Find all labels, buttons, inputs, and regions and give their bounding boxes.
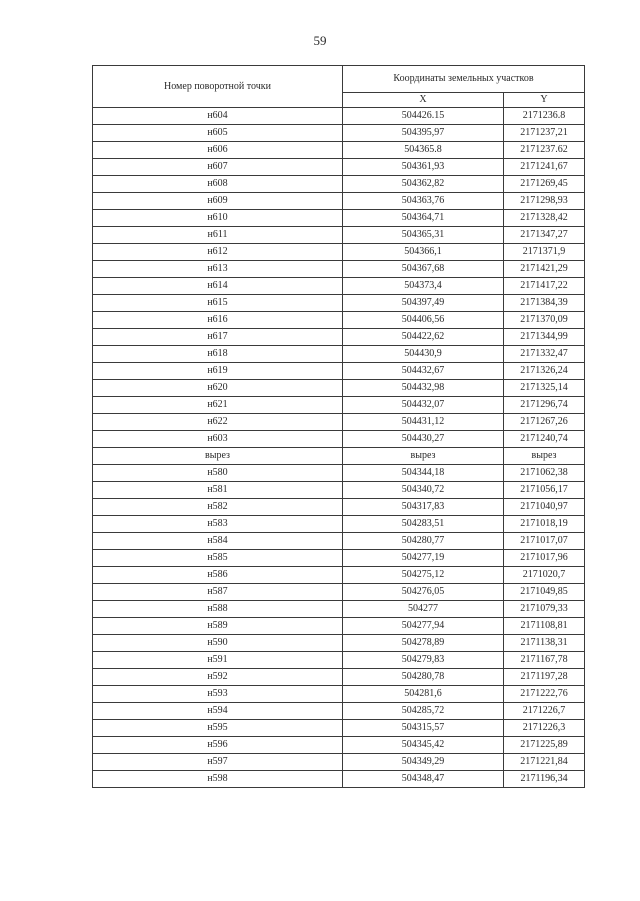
header-coordinates: Координаты земельных участков	[343, 66, 585, 93]
table-row	[93, 244, 585, 261]
x-cell: 504395,97	[343, 125, 504, 142]
y-cell: 2171225,89	[504, 737, 585, 754]
point-cell: н588	[93, 601, 343, 618]
y-cell: 2171269,45	[504, 176, 585, 193]
x-cell: 504364,71	[343, 210, 504, 227]
y-cell: 2171226,7	[504, 703, 585, 720]
x-cell: 504344,18	[343, 465, 504, 482]
point-cell: н616	[93, 312, 343, 329]
table-row	[93, 346, 585, 363]
coordinates-table	[92, 65, 585, 788]
table-row	[93, 669, 585, 686]
y-cell: 2171226,3	[504, 720, 585, 737]
table-row	[93, 584, 585, 601]
header-x: X	[343, 93, 504, 108]
y-cell: 2171371,9	[504, 244, 585, 261]
point-cell: н608	[93, 176, 343, 193]
table-row	[93, 533, 585, 550]
table-row	[93, 193, 585, 210]
x-cell: 504397,49	[343, 295, 504, 312]
y-cell: 2171197,28	[504, 669, 585, 686]
x-cell: 504422,62	[343, 329, 504, 346]
point-cell: н583	[93, 516, 343, 533]
point-cell: н606	[93, 142, 343, 159]
point-cell: н598	[93, 771, 343, 788]
x-cell: 504317,83	[343, 499, 504, 516]
y-cell: 2171049,85	[504, 584, 585, 601]
table-row	[93, 465, 585, 482]
x-cell: 504280,78	[343, 669, 504, 686]
y-cell: 2171370,09	[504, 312, 585, 329]
x-cell: 504431,12	[343, 414, 504, 431]
table-row	[93, 312, 585, 329]
point-cell: н595	[93, 720, 343, 737]
table-row	[93, 176, 585, 193]
y-cell: 2171344,99	[504, 329, 585, 346]
x-cell: 504281,6	[343, 686, 504, 703]
y-cell: 2171222,76	[504, 686, 585, 703]
point-cell: н619	[93, 363, 343, 380]
x-cell: 504285,72	[343, 703, 504, 720]
y-cell: 2171167,78	[504, 652, 585, 669]
x-cell: 504432,98	[343, 380, 504, 397]
table-row	[93, 448, 585, 465]
x-cell: 504367,68	[343, 261, 504, 278]
point-cell: н617	[93, 329, 343, 346]
y-cell: 2171421,29	[504, 261, 585, 278]
x-cell: 504283,51	[343, 516, 504, 533]
point-cell: н591	[93, 652, 343, 669]
point-cell: н589	[93, 618, 343, 635]
y-cell: 2171138,31	[504, 635, 585, 652]
point-cell: н587	[93, 584, 343, 601]
y-cell: 2171241,67	[504, 159, 585, 176]
table-row	[93, 125, 585, 142]
x-cell: 504365,31	[343, 227, 504, 244]
x-cell: 504363,76	[343, 193, 504, 210]
point-cell: н585	[93, 550, 343, 567]
y-cell: 2171062,38	[504, 465, 585, 482]
table-row	[93, 431, 585, 448]
x-cell: 504430,9	[343, 346, 504, 363]
x-cell: 504277,19	[343, 550, 504, 567]
y-cell: 2171221,84	[504, 754, 585, 771]
y-cell: 2171296,74	[504, 397, 585, 414]
x-cell: 504348,47	[343, 771, 504, 788]
x-cell: 504426.15	[343, 108, 504, 125]
table-header	[93, 66, 585, 108]
table-row	[93, 686, 585, 703]
y-cell: 2171298,93	[504, 193, 585, 210]
point-cell: н590	[93, 635, 343, 652]
x-cell: вырез	[343, 448, 504, 465]
x-cell: 504361,93	[343, 159, 504, 176]
x-cell: 504279,83	[343, 652, 504, 669]
table-row	[93, 363, 585, 380]
point-cell: н615	[93, 295, 343, 312]
y-cell: 2171017,96	[504, 550, 585, 567]
x-cell: 504276,05	[343, 584, 504, 601]
point-cell: н611	[93, 227, 343, 244]
table-row	[93, 550, 585, 567]
y-cell: 2171384,39	[504, 295, 585, 312]
table-row	[93, 601, 585, 618]
point-cell: н596	[93, 737, 343, 754]
table-row	[93, 414, 585, 431]
x-cell: 504432,67	[343, 363, 504, 380]
point-cell: н620	[93, 380, 343, 397]
point-cell: н605	[93, 125, 343, 142]
y-cell: 2171332,47	[504, 346, 585, 363]
x-cell: 504432,07	[343, 397, 504, 414]
y-cell: 2171237.62	[504, 142, 585, 159]
point-cell: н593	[93, 686, 343, 703]
point-cell: н592	[93, 669, 343, 686]
x-cell: 504362,82	[343, 176, 504, 193]
table-row	[93, 737, 585, 754]
x-cell: 504277,94	[343, 618, 504, 635]
table-row	[93, 482, 585, 499]
table-row	[93, 210, 585, 227]
y-cell: 2171267,26	[504, 414, 585, 431]
y-cell: 2171020,7	[504, 567, 585, 584]
table-row	[93, 397, 585, 414]
x-cell: 504430,27	[343, 431, 504, 448]
table-row	[93, 380, 585, 397]
y-cell: 2171328,42	[504, 210, 585, 227]
x-cell: 504366,1	[343, 244, 504, 261]
x-cell: 504406,56	[343, 312, 504, 329]
y-cell: 2171236.8	[504, 108, 585, 125]
table-row	[93, 159, 585, 176]
point-cell: н613	[93, 261, 343, 278]
table-row	[93, 754, 585, 771]
y-cell: 2171079,33	[504, 601, 585, 618]
table-row	[93, 567, 585, 584]
x-cell: 504345,42	[343, 737, 504, 754]
point-cell: н612	[93, 244, 343, 261]
x-cell: 504373,4	[343, 278, 504, 295]
header-point-number: Номер поворотной точки	[93, 66, 343, 108]
point-cell: н594	[93, 703, 343, 720]
x-cell: 504340,72	[343, 482, 504, 499]
point-cell: н607	[93, 159, 343, 176]
y-cell: 2171417,22	[504, 278, 585, 295]
point-cell: н604	[93, 108, 343, 125]
table-row	[93, 499, 585, 516]
point-cell: н610	[93, 210, 343, 227]
y-cell: 2171108,81	[504, 618, 585, 635]
y-cell: вырез	[504, 448, 585, 465]
point-cell: н622	[93, 414, 343, 431]
table-body	[93, 108, 585, 788]
point-cell: н581	[93, 482, 343, 499]
table-row	[93, 329, 585, 346]
table-row	[93, 261, 585, 278]
table-row	[93, 278, 585, 295]
table-row	[93, 635, 585, 652]
point-cell: н586	[93, 567, 343, 584]
x-cell: 504278,89	[343, 635, 504, 652]
x-cell: 504275,12	[343, 567, 504, 584]
y-cell: 2171326,24	[504, 363, 585, 380]
table-row	[93, 703, 585, 720]
y-cell: 2171325,14	[504, 380, 585, 397]
table-row	[93, 720, 585, 737]
point-cell: н618	[93, 346, 343, 363]
point-cell: н621	[93, 397, 343, 414]
y-cell: 2171347,27	[504, 227, 585, 244]
point-cell: н609	[93, 193, 343, 210]
y-cell: 2171040,97	[504, 499, 585, 516]
x-cell: 504277	[343, 601, 504, 618]
y-cell: 2171018,19	[504, 516, 585, 533]
table-row	[93, 618, 585, 635]
table-row	[93, 227, 585, 244]
table-row	[93, 142, 585, 159]
y-cell: 2171056,17	[504, 482, 585, 499]
point-cell: н597	[93, 754, 343, 771]
y-cell: 2171196,34	[504, 771, 585, 788]
x-cell: 504365.8	[343, 142, 504, 159]
y-cell: 2171017,07	[504, 533, 585, 550]
header-y: Y	[504, 93, 585, 108]
table-row	[93, 771, 585, 788]
point-cell: н603	[93, 431, 343, 448]
table-row	[93, 295, 585, 312]
y-cell: 2171240,74	[504, 431, 585, 448]
page-number: 59	[313, 33, 327, 48]
x-cell: 504315,57	[343, 720, 504, 737]
point-cell: вырез	[93, 448, 343, 465]
point-cell: н584	[93, 533, 343, 550]
x-cell: 504349,29	[343, 754, 504, 771]
point-cell: н582	[93, 499, 343, 516]
table-row	[93, 516, 585, 533]
point-cell: н580	[93, 465, 343, 482]
table-row	[93, 652, 585, 669]
point-cell: н614	[93, 278, 343, 295]
x-cell: 504280,77	[343, 533, 504, 550]
y-cell: 2171237,21	[504, 125, 585, 142]
table-row	[93, 108, 585, 125]
